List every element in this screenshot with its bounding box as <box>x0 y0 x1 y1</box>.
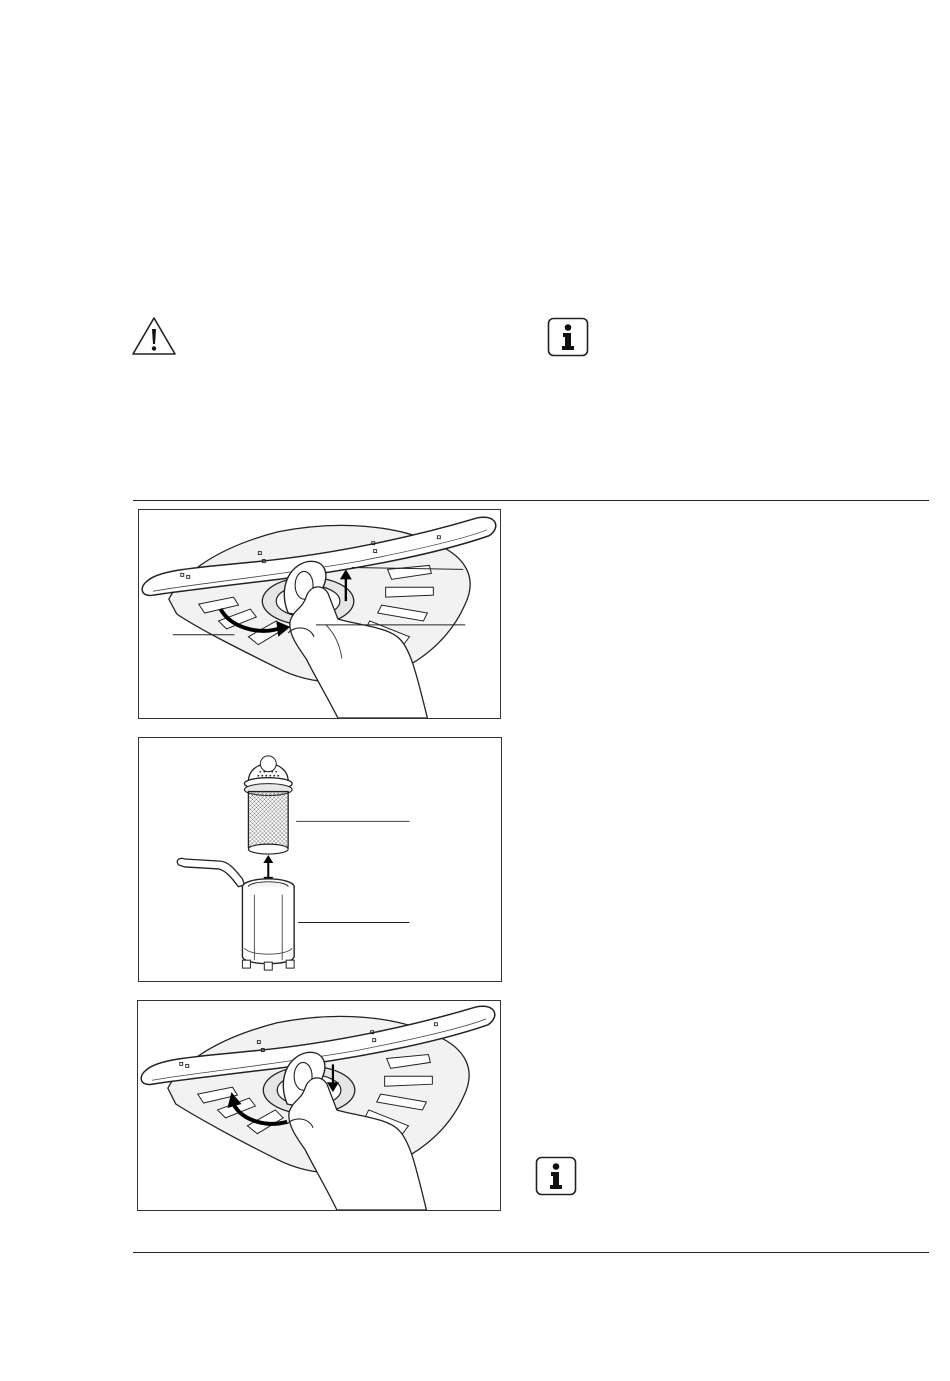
section-divider-bottom <box>133 1252 929 1253</box>
coarse-filter-handle <box>177 858 244 886</box>
fine-filter-mesh <box>248 792 288 848</box>
step-3-text <box>522 1003 922 1143</box>
section-text <box>133 40 929 280</box>
info-text <box>600 318 920 448</box>
warning-text <box>190 318 520 448</box>
info-icon <box>547 317 589 357</box>
section-divider-top <box>133 500 929 501</box>
filter-install-figure <box>137 1000 501 1211</box>
step-2-text <box>522 740 922 970</box>
warning-triangle-icon <box>131 316 177 356</box>
filter-removal-figure <box>138 509 501 719</box>
info-icon <box>535 1156 577 1196</box>
filter-parts-figure <box>138 737 502 982</box>
step-3-info-text <box>588 1158 918 1238</box>
step-1-text <box>522 512 922 712</box>
